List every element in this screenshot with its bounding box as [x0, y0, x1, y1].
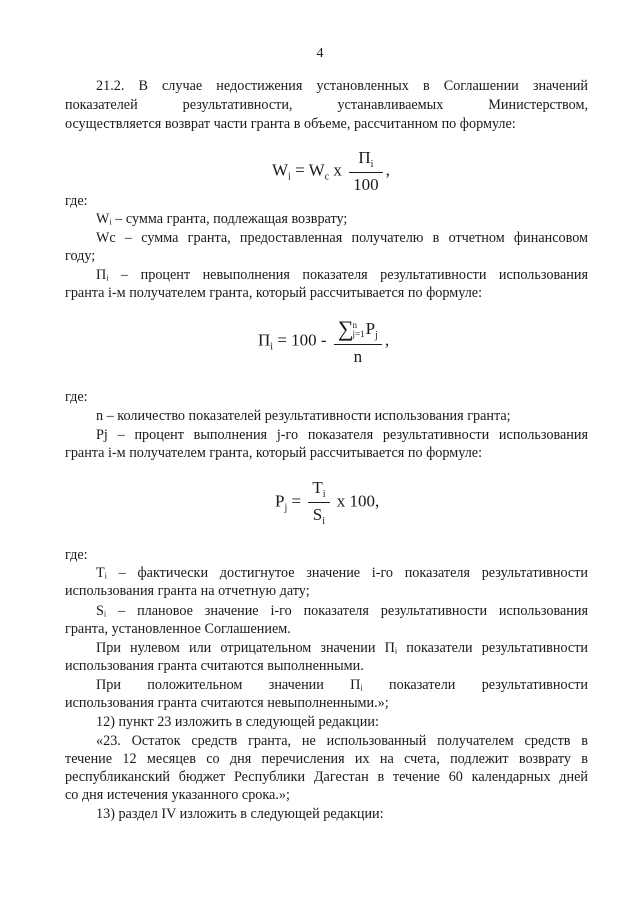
definition-pj-line: Pj – процент выполнения j-го показателя результативности использования	[96, 427, 588, 443]
formula1-fraction	[349, 148, 383, 195]
formula2-denominator: n	[353, 347, 363, 366]
formula-nonfulfillment-percent	[258, 316, 389, 367]
formula3-denominator	[308, 503, 329, 527]
definition-ti-line: Tᵢ – фактически достигнутое значение i-го показателя результативности	[96, 565, 588, 581]
page-number: 4	[316, 46, 324, 61]
paragraph-23-line: со дня истечения указанного срока.»;	[65, 787, 290, 803]
formula1-lhs: W	[272, 160, 289, 180]
formula2-lhs: П	[258, 330, 271, 350]
where-label: где:	[65, 389, 88, 405]
formula2-numerator	[334, 316, 382, 345]
paragraph-21-2-line: показателей результативности, устанавливаемых Министерством,	[65, 97, 588, 113]
formula3-numerator	[308, 478, 329, 503]
formula2-upper: n	[352, 320, 357, 331]
paragraph-23-line: течение 12 месяцев со дня перечисления их на счета, подлежит возврату в	[65, 751, 588, 767]
formula-return-amount	[272, 148, 390, 195]
paragraph-23-line: «23. Остаток средств гранта, не использованный получателем средств в	[96, 733, 588, 749]
item-13: 13) раздел IV изложить в следующей редакции:	[96, 806, 384, 822]
formula2-lower: j=1	[352, 329, 365, 340]
formula2-eq: = 100 -	[277, 330, 327, 350]
formula1-num-sub: i	[370, 159, 374, 170]
definition-wc-line: году;	[65, 248, 96, 264]
formula-fulfillment-percent	[275, 478, 379, 527]
formula3-fraction	[308, 478, 329, 527]
definition-si-line: Sᵢ – плановое значение i-го показателя результативности использования	[96, 603, 588, 619]
formula1-tail: ,	[385, 160, 390, 180]
formula3-lhs-sub: j	[284, 502, 288, 514]
formula3-den-sub: i	[322, 516, 326, 527]
formula2-fraction	[334, 316, 382, 367]
formula1-eq: =	[295, 160, 305, 180]
where-label: где:	[65, 193, 88, 209]
positive-value-line: использования гранта считаются невыполненными.»;	[65, 695, 389, 711]
definition-wc-line: Wс – сумма гранта, предоставленная получателю в отчетном финансовом	[96, 230, 588, 246]
formula2-sigma: ∑	[337, 316, 354, 341]
formula3-lhs: P	[275, 491, 285, 511]
formula1-w-sub: c	[324, 171, 330, 183]
formula2-tail: ,	[384, 330, 390, 350]
formula2-p: P	[365, 319, 376, 338]
definition-pi-line: Пᵢ – процент невыполнения показателя результативности использования	[96, 267, 588, 283]
formula3-eq: =	[291, 491, 302, 511]
definition-n: n – количество показателей результативности использования гранта;	[96, 408, 511, 424]
paragraph-21-2-line: 21.2. В случае недостижения установленных в Соглашении значений	[96, 78, 588, 94]
definition-pi-line: гранта i-м получателем гранта, который рассчитывается по формуле:	[65, 285, 483, 301]
formula3-num: T	[312, 478, 323, 497]
formula2-limits	[353, 321, 365, 339]
where-label: где:	[65, 547, 88, 563]
zero-value-line: использования гранта считаются выполненными.	[65, 658, 364, 674]
paragraph-21-2-line: осуществляется возврат части гранта в объеме, рассчитанном по формуле:	[65, 116, 516, 132]
definition-si-line: гранта, установленное Соглашением.	[65, 621, 291, 637]
definition-pj-line: гранта i-м получателем гранта, который рассчитывается по формуле:	[65, 445, 483, 461]
formula3-num-sub: i	[322, 489, 326, 500]
formula3-den: S	[312, 505, 323, 524]
formula1-w: W	[308, 160, 325, 180]
item-12: 12) пункт 23 изложить в следующей редакции:	[96, 714, 379, 730]
formula1-numerator	[349, 148, 383, 173]
formula1-lhs-sub: i	[288, 171, 291, 183]
formula2-p-sub: j	[375, 330, 378, 341]
formula1-denominator: 100	[353, 175, 379, 194]
positive-value-line: При положительном значении Пᵢ показатели результативности	[96, 677, 588, 693]
definition-wi: Wᵢ – сумма гранта, подлежащая возврату;	[96, 211, 348, 227]
definition-ti-line: использования гранта на отчетную дату;	[65, 583, 310, 599]
formula3-times: х 100	[336, 491, 376, 511]
formula1-times: х	[333, 160, 342, 180]
formula3-tail: ,	[375, 491, 380, 511]
zero-value-line: При нулевом или отрицательном значении Пᵢ показатели результативности	[96, 640, 588, 656]
paragraph-23-line: республиканский бюджет Республики Дагестан в течение 60 календарных дней	[65, 769, 588, 785]
formula2-lhs-sub: i	[270, 341, 274, 353]
formula1-num: П	[358, 148, 371, 167]
